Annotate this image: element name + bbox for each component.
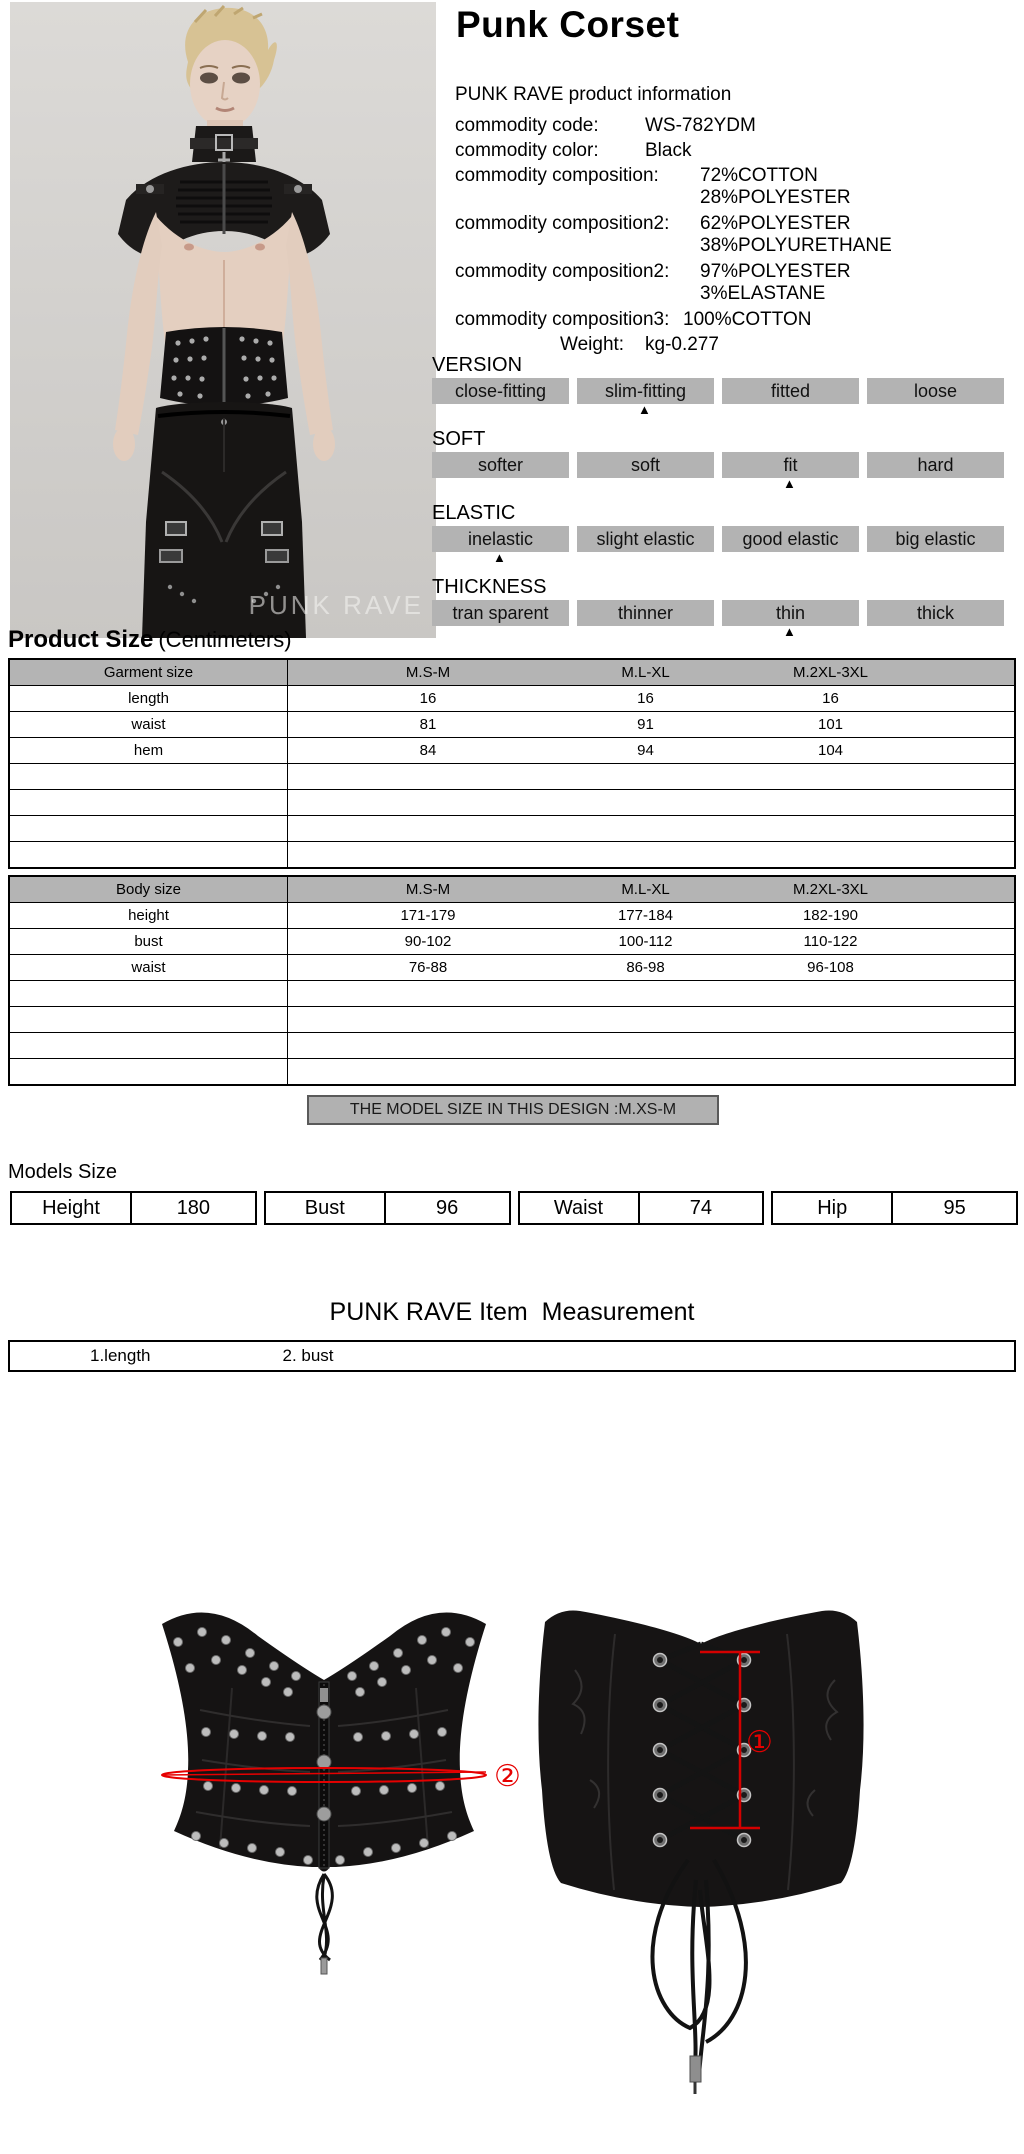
table-row: [10, 929, 1014, 955]
table-row: [10, 903, 1014, 929]
selected-marker-icon: ▲: [783, 476, 796, 491]
cell: 16: [419, 690, 437, 707]
annotation-2-label: ②: [494, 1759, 521, 1794]
model-size-note: THE MODEL SIZE IN THIS DESIGN :M.XS-M: [307, 1095, 719, 1125]
table-row: [10, 842, 1014, 867]
info-value-line: 62%POLYESTER: [700, 213, 851, 234]
header-cell: [938, 660, 1014, 685]
cell: [288, 816, 568, 841]
cell: [288, 981, 568, 1006]
model-size-value: 95: [943, 1197, 966, 1219]
header-cell: [938, 877, 1014, 902]
info-value-line: 38%POLYURETHANE: [700, 235, 892, 256]
attribute-option: fitted: [722, 378, 859, 404]
cell: [938, 955, 1014, 980]
cell: 16: [822, 690, 839, 707]
attribute-option: soft: [577, 452, 714, 478]
cell: 177-184: [617, 907, 674, 924]
header-cell: M.S-M: [405, 881, 451, 898]
header-cell: M.L-XL: [621, 664, 670, 681]
cell: [568, 790, 723, 815]
cell: waist: [10, 955, 288, 980]
cell: [288, 842, 568, 867]
cell: [568, 842, 723, 867]
cell: [938, 712, 1014, 737]
cell: [568, 764, 723, 789]
product-size-heading-light: (Centimeters): [158, 627, 292, 652]
info-row-value: [700, 213, 892, 257]
info-value-line: 28%POLYESTER: [700, 187, 851, 208]
cell: [723, 842, 938, 867]
cell: [568, 1007, 723, 1032]
cell: [723, 1007, 938, 1032]
attribute-version: [432, 354, 1007, 419]
attribute-option: loose: [867, 378, 1004, 404]
cell: [723, 764, 938, 789]
cell: [938, 842, 1014, 867]
info-value-line: Black: [645, 140, 692, 161]
model-size-label: Height: [12, 1193, 132, 1223]
cell: [568, 1033, 723, 1058]
info-value-line: kg-0.277: [645, 334, 719, 355]
cell: [10, 842, 288, 867]
cell: [288, 1059, 568, 1084]
attribute-options: [432, 526, 1007, 552]
info-row-label: commodity color:: [455, 140, 599, 161]
info-row-value: [645, 334, 719, 356]
info-row: [455, 115, 1020, 139]
info-row-value: [645, 115, 756, 137]
cell: [10, 1033, 288, 1058]
info-row-label: commodity composition2:: [455, 213, 670, 234]
attribute-marker-row: [432, 552, 1007, 567]
model-size-label: Waist: [520, 1193, 640, 1223]
cell: length: [10, 686, 288, 711]
body-size-table: [8, 875, 1016, 1086]
cell: [938, 816, 1014, 841]
cell: 101: [817, 716, 844, 733]
cell: 110-122: [803, 933, 858, 950]
attribute-option: thinner: [577, 600, 714, 626]
corset-photos: [0, 1560, 1024, 2154]
cell: bust: [10, 929, 288, 954]
front-corset-photo: [162, 1612, 486, 1974]
attribute-marker-row: [432, 626, 1007, 641]
attribute-soft: [432, 428, 1007, 493]
model-photo-graphic: [10, 2, 436, 638]
attribute-marker-row: [432, 404, 1007, 419]
product-info-rows: [455, 115, 1020, 358]
model-size-box: [10, 1191, 257, 1225]
cell: [288, 1033, 568, 1058]
info-value-line: 72%COTTON: [700, 165, 818, 186]
cell: [938, 790, 1014, 815]
table-row: [10, 1033, 1014, 1059]
table-row: [10, 1059, 1014, 1084]
attribute-options: [432, 378, 1007, 404]
info-row-label: commodity composition3:: [455, 309, 670, 330]
cell: [10, 1059, 288, 1084]
model-size-value: 180: [176, 1197, 211, 1219]
header-cell: M.S-M: [405, 664, 451, 681]
cell: 81: [419, 716, 437, 733]
cell: [10, 981, 288, 1006]
info-value-line: 100%COTTON: [683, 309, 812, 330]
attribute-option: fit: [722, 452, 859, 478]
cell: [938, 738, 1014, 763]
info-row-value: [645, 140, 691, 162]
header-cell: M.2XL-3XL: [792, 664, 869, 681]
table-header-row: [10, 660, 1014, 686]
cell: height: [10, 903, 288, 928]
cell: [938, 686, 1014, 711]
cell: [938, 1007, 1014, 1032]
cell: [938, 764, 1014, 789]
table-row: [10, 764, 1014, 790]
table-row: [10, 1007, 1014, 1033]
info-row-value: [700, 261, 851, 305]
info-row-value: [683, 309, 811, 331]
header-cell: M.L-XL: [621, 881, 670, 898]
attribute-option: softer: [432, 452, 569, 478]
cell: [938, 981, 1014, 1006]
cell: [723, 981, 938, 1006]
attribute-elastic: [432, 502, 1007, 567]
model-size-value: 96: [436, 1197, 459, 1219]
attribute-thickness: [432, 576, 1007, 641]
attribute-option: slight elastic: [577, 526, 714, 552]
attribute-option: close-fitting: [432, 378, 569, 404]
cell: [10, 764, 288, 789]
cell: 16: [637, 690, 654, 707]
photo-watermark: PUNK RAVE: [248, 590, 424, 620]
table-row: [10, 790, 1014, 816]
cell: [568, 816, 723, 841]
table-row: [10, 738, 1014, 764]
attribute-marker-row: [432, 478, 1007, 493]
info-row-value: [700, 165, 851, 209]
cell: 76-88: [408, 959, 448, 976]
attribute-option: thin: [722, 600, 859, 626]
cell: [938, 903, 1014, 928]
cell: 171-179: [400, 907, 456, 924]
table-row: [10, 712, 1014, 738]
attribute-name: THICKNESS: [432, 576, 547, 598]
measurement-heading: PUNK RAVE Item Measurement: [329, 1298, 695, 1326]
info-row-label: commodity code:: [455, 115, 599, 136]
attribute-option: big elastic: [867, 526, 1004, 552]
product-size-heading: [8, 626, 292, 654]
cell: [568, 981, 723, 1006]
cell: [10, 790, 288, 815]
attribute-name: SOFT: [432, 428, 486, 450]
cell: 84: [419, 742, 437, 759]
info-row-label: commodity composition2:: [455, 261, 670, 282]
model-size-box: [264, 1191, 511, 1225]
attribute-option: slim-fitting: [577, 378, 714, 404]
table-row: [10, 981, 1014, 1007]
selected-marker-icon: ▲: [493, 550, 506, 565]
attribute-options: [432, 600, 1007, 626]
back-corset-photo: [538, 1610, 863, 2094]
selected-marker-icon: ▲: [638, 402, 651, 417]
page-title: Punk Corset: [456, 4, 680, 45]
header-cell: Body size: [10, 877, 288, 902]
selected-marker-icon: ▲: [783, 624, 796, 639]
header-cell: M.2XL-3XL: [792, 881, 869, 898]
cell: 182-190: [802, 907, 859, 924]
cell: 94: [637, 742, 654, 759]
model-size-value: 74: [689, 1197, 712, 1219]
cell: 96-108: [807, 959, 854, 976]
cell: [938, 1059, 1014, 1084]
cell: 100-112: [618, 933, 673, 950]
info-value-line: WS-782YDM: [645, 115, 756, 136]
table-row: [10, 955, 1014, 981]
attribute-scales: [432, 354, 1007, 650]
corset-photos-graphic: [0, 1560, 1024, 2154]
cell: [568, 1059, 723, 1084]
cell: [938, 929, 1014, 954]
info-row: [455, 140, 1020, 164]
cell: [723, 816, 938, 841]
cell: [723, 1059, 938, 1084]
attribute-option: thick: [867, 600, 1004, 626]
info-row: [455, 165, 1020, 212]
info-row-label: Weight:: [560, 334, 625, 355]
info-row: [455, 261, 1020, 308]
model-size-box: [518, 1191, 765, 1225]
model-size-label: Hip: [773, 1193, 893, 1223]
info-row-label: commodity composition:: [455, 165, 659, 186]
attribute-option: hard: [867, 452, 1004, 478]
garment-size-table: [8, 658, 1016, 869]
measurement-item: 1.length: [90, 1346, 151, 1365]
attribute-option: inelastic: [432, 526, 569, 552]
cell: [938, 1033, 1014, 1058]
attribute-name: VERSION: [432, 354, 523, 376]
attribute-option: tran sparent: [432, 600, 569, 626]
cell: [10, 1007, 288, 1032]
cell: 90-102: [404, 933, 452, 950]
product-size-heading-bold: Product Size: [8, 626, 154, 653]
header-cell: Garment size: [10, 660, 288, 685]
product-info: [455, 84, 1020, 359]
model-face: [190, 40, 260, 128]
cell: 91: [637, 716, 654, 733]
table-row: [10, 816, 1014, 842]
cell: waist: [10, 712, 288, 737]
product-info-heading: PUNK RAVE product information: [455, 84, 732, 105]
info-row: [455, 213, 1020, 260]
cell: hem: [10, 738, 288, 763]
table-header-row: [10, 877, 1014, 903]
measurement-legend: [8, 1340, 1016, 1372]
attribute-option: good elastic: [722, 526, 859, 552]
cell: [288, 790, 568, 815]
cell: [10, 816, 288, 841]
table-row: [10, 686, 1014, 712]
cell: [723, 790, 938, 815]
info-value-line: 97%POLYESTER: [700, 261, 851, 282]
cell: 104: [817, 742, 844, 759]
attribute-options: [432, 452, 1007, 478]
cell: [723, 1033, 938, 1058]
models-size-row: [10, 1191, 1018, 1225]
model-size-box: [771, 1191, 1018, 1225]
attribute-name: ELASTIC: [432, 502, 516, 524]
model-photo: [10, 2, 436, 638]
models-size-heading: Models Size: [8, 1161, 117, 1183]
model-size-label: Bust: [266, 1193, 386, 1223]
cell: 86-98: [626, 959, 665, 976]
info-row: [455, 309, 1020, 333]
cell: [288, 764, 568, 789]
measurement-item: 2. bust: [282, 1346, 334, 1365]
info-value-line: 3%ELASTANE: [700, 283, 826, 304]
annotation-1-label: ①: [746, 1725, 773, 1760]
cell: [288, 1007, 568, 1032]
